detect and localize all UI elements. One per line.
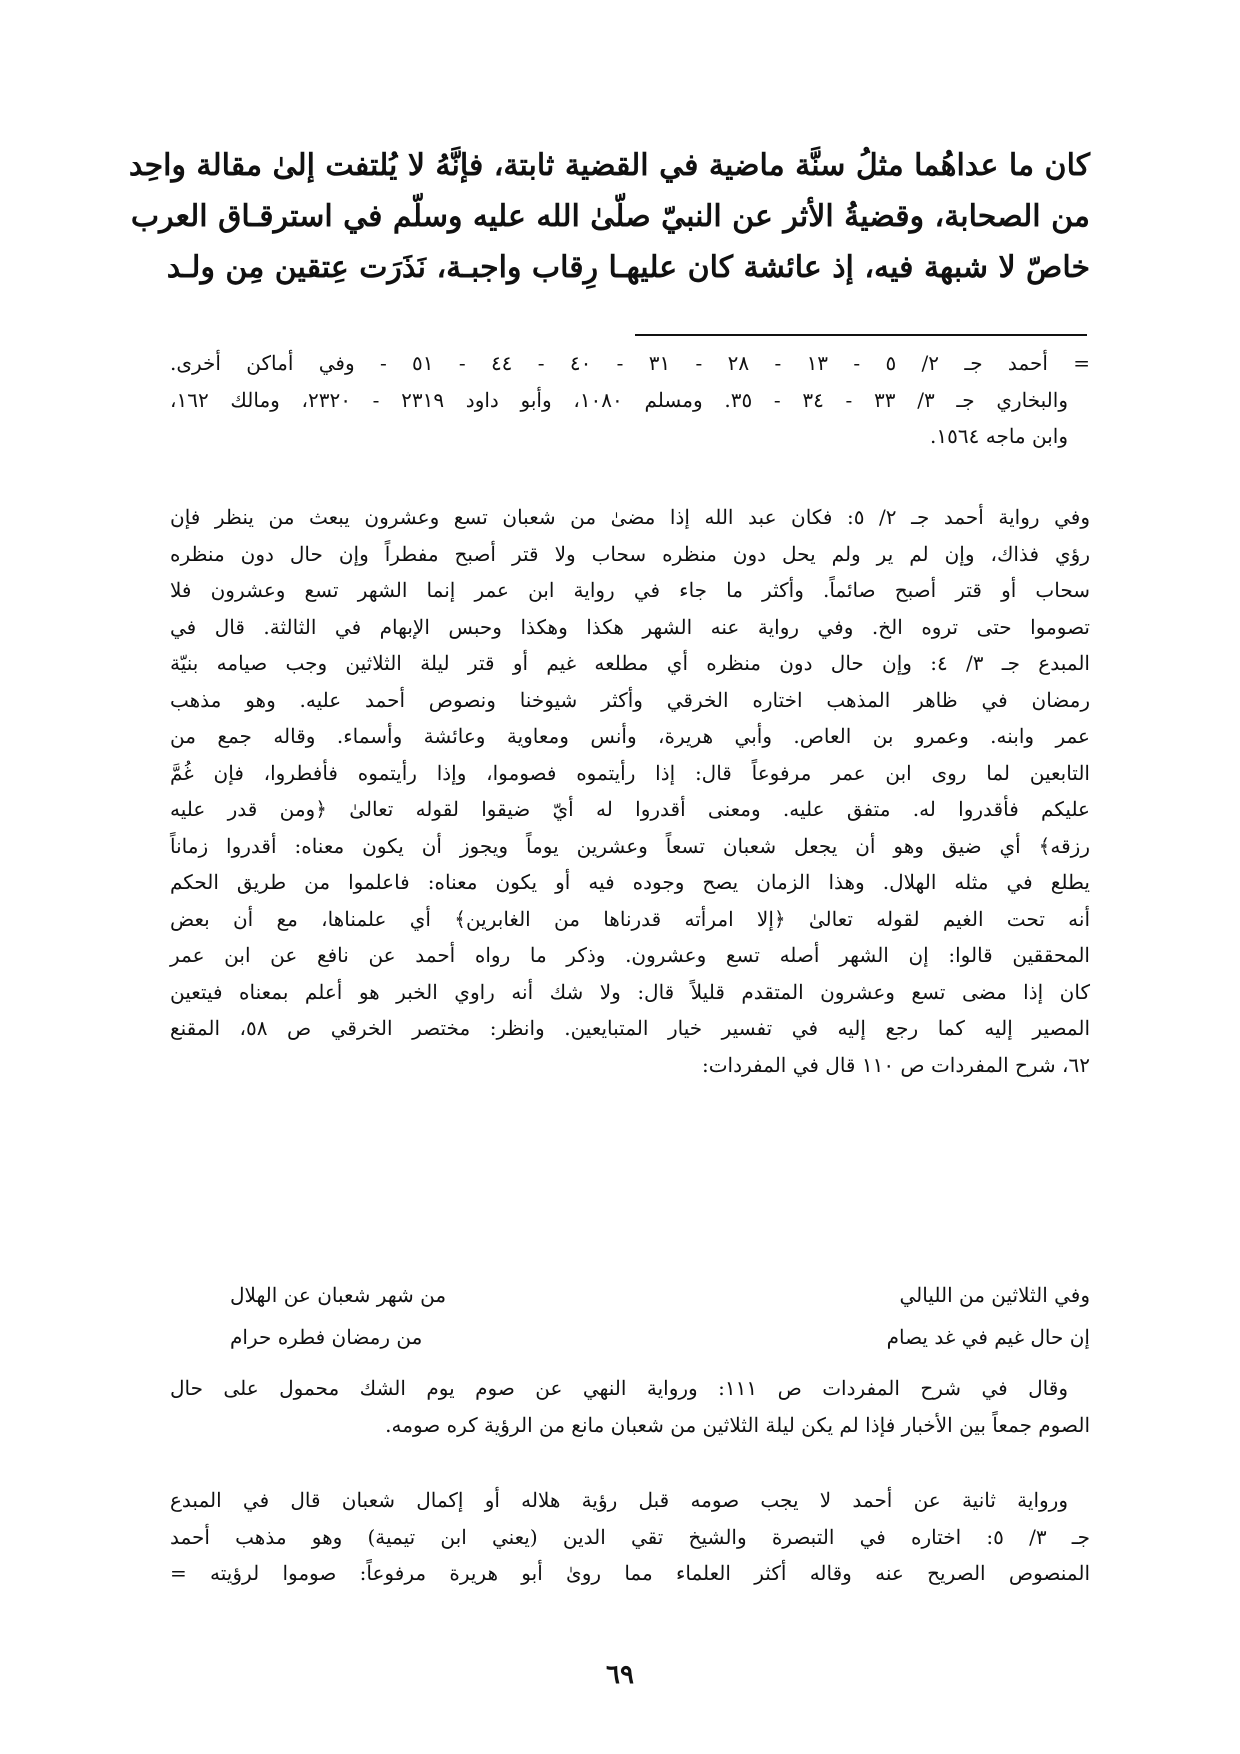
poem-row	[230, 1274, 1090, 1316]
footnote-line: كان إذا مضى تسع وعشرون المتقدم قليلاً قال: ولا شك أنه راوي الخبر هو أعلم بمعناه فيتعين	[170, 979, 1090, 1004]
footnote-line: أنه تحت الغيم لقوله تعالىٰ ﴿إلا امرأته قدرناها من الغابرين﴾ أي علمناها، مع أن بعض	[170, 906, 1090, 931]
poem-second-hemistich: من رمضان فطره حرام	[230, 1325, 423, 1349]
poem-verses	[230, 1274, 1090, 1358]
main-text-line: كان ما عداهُما مثلُ سنَّة ماضية في القضية ثابتة، فإنَّهُ لا يُلتفت إلىٰ مقالة واحِد	[128, 148, 1090, 183]
footnote-line: ورواية ثانية عن أحمد لا يجب صومه قبل رؤية هلاله أو إكمال شعبان قال في المبدع	[170, 1488, 1068, 1512]
footnote-line: يطلع في مثله الهلال. وهذا الزمان يصح وجوده فيه أو يكون معناه: فاعلموا من طريق الحكم	[170, 870, 1090, 894]
footnote-line: وقال في شرح المفردات ص ١١١: ورواية النهي عن صوم يوم الشك محمول على حال	[170, 1376, 1068, 1400]
footnote-continuation	[170, 345, 1090, 455]
footnote-line: المبدع جـ ٣/ ٤: وإن حال دون منظره أي مطلعه غيم أو قتر ليلة الثلاثين وجب صيامه بنيّة	[170, 651, 1090, 675]
poem-row	[230, 1316, 1090, 1358]
main-body-text	[128, 140, 1090, 293]
footnote-line: رؤي فذاك، وإن لم ير ولم يحل دون منظره سحاب ولا قتر أصبح مفطراً وإن حال دون منظره	[170, 541, 1090, 566]
footnote-line: تصوموا حتى تروه الخ. وفي رواية عنه الشهر هكذا وهكذا وحبس الإبهام في الثالثة. قال في	[170, 614, 1090, 639]
footnote-line: عمر وابنه. وعمرو بن العاص. وأبي هريرة، وأنس ومعاوية وعائشة وأسماء. وقاله جمع من	[170, 724, 1090, 748]
poem-first-hemistich: إن حال غيم في غد يصام	[886, 1325, 1090, 1349]
footnote-line: وفي رواية أحمد جـ ٢/ ٥: فكان عبد الله إذا مضىٰ من شعبان تسع وعشرون يبعث من ينظر فإن	[170, 505, 1090, 529]
poem-second-hemistich: من شهر شعبان عن الهلال	[230, 1283, 447, 1307]
footnote-separator-line	[635, 334, 1087, 336]
footnote-second-narration	[170, 1482, 1090, 1592]
footnote-after-poem	[170, 1370, 1090, 1443]
page-number: ٦٩	[606, 1660, 634, 1690]
main-text-line: من الصحابة، وقضيةُ الأثر عن النبيّ صلّىٰ الله عليه وسلّم في استرقـاق العرب	[130, 199, 1090, 234]
footnote-line: المصير إليه كما رجع إليه في تفسير خيار المتبايعين. وانظر: مختصر الخرقي ص ٥٨، المقنع	[170, 1016, 1091, 1040]
footnote-line: وابن ماجه ١٥٦٤.	[930, 424, 1068, 448]
footnote-line: التابعين لما روى ابن عمر مرفوعاً قال: إذا رأيتموه فصوموا، وإذا رأيتموه فأفطروا، فإن غُمَّ	[170, 760, 1090, 785]
footnote-line: والبخاري جـ ٣/ ٣٣ - ٣٤ - ٣٥. ومسلم ١٠٨٠، وأبو داود ٢٣١٩ - ٢٣٢٠، ومالك ١٦٢،	[170, 387, 1068, 412]
footnote-body	[170, 499, 1090, 1083]
footnote-line: المحققين قالوا: إن الشهر أصله تسع وعشرون. وذكر ما رواه أحمد عن نافع عن ابن عمر	[170, 943, 1090, 967]
footnote-line: عليكم فأقدروا له. متفق عليه. ومعنى أقدروا له أيّ ضيقوا لقوله تعالىٰ ﴿ومن قدر عليه	[170, 797, 1090, 821]
main-text-line: خاصّ لا شبهة فيه، إذ عائشة كان عليهـا رِقاب واجبـة، نَذَرَت عِتقين مِن ولـد	[166, 250, 1090, 285]
footnote-line: = أحمد جـ ٢/ ٥ - ١٣ - ٢٨ - ٣١ - ٤٠ - ٤٤ - ٥١ - وفي أماكن أخرى.	[170, 351, 1090, 375]
footnote-line: ٦٢، شرح المفردات ص ١١٠ قال في المفردات:	[701, 1052, 1090, 1077]
footnote-line: الصوم جمعاً بين الأخبار فإذا لم يكن ليلة الثلاثين من شعبان مانع من الرؤية كره صومه.	[385, 1412, 1090, 1437]
footnote-line: سحاب أو قتر أصبح صائماً. وأكثر ما جاء في رواية ابن عمر إنما الشهر تسع وعشرون فلا	[170, 578, 1090, 602]
footnote-line: رمضان في ظاهر المذهب اختاره الخرقي وأكثر شيوخنا ونصوص أحمد عليه. وهو مذهب	[170, 687, 1090, 712]
footnote-line: رزقه﴾ أي ضيق وهو أن يجعل شعبان تسعاً وعشرين يوماً ويجوز أن يكون معناه: أقدروا زماناً	[170, 833, 1090, 858]
poem-first-hemistich: وفي الثلاثين من الليالي	[899, 1283, 1090, 1307]
footnote-line: جـ ٣/ ٥: اختاره في التبصرة والشيخ تقي الدين (يعني ابن تيمية) وهو مذهب أحمد	[170, 1524, 1090, 1549]
footnote-line: المنصوص الصريح عنه وقاله أكثر العلماء مما روىٰ أبو هريرة مرفوعاً: صوموا لرؤيته =	[170, 1561, 1090, 1585]
